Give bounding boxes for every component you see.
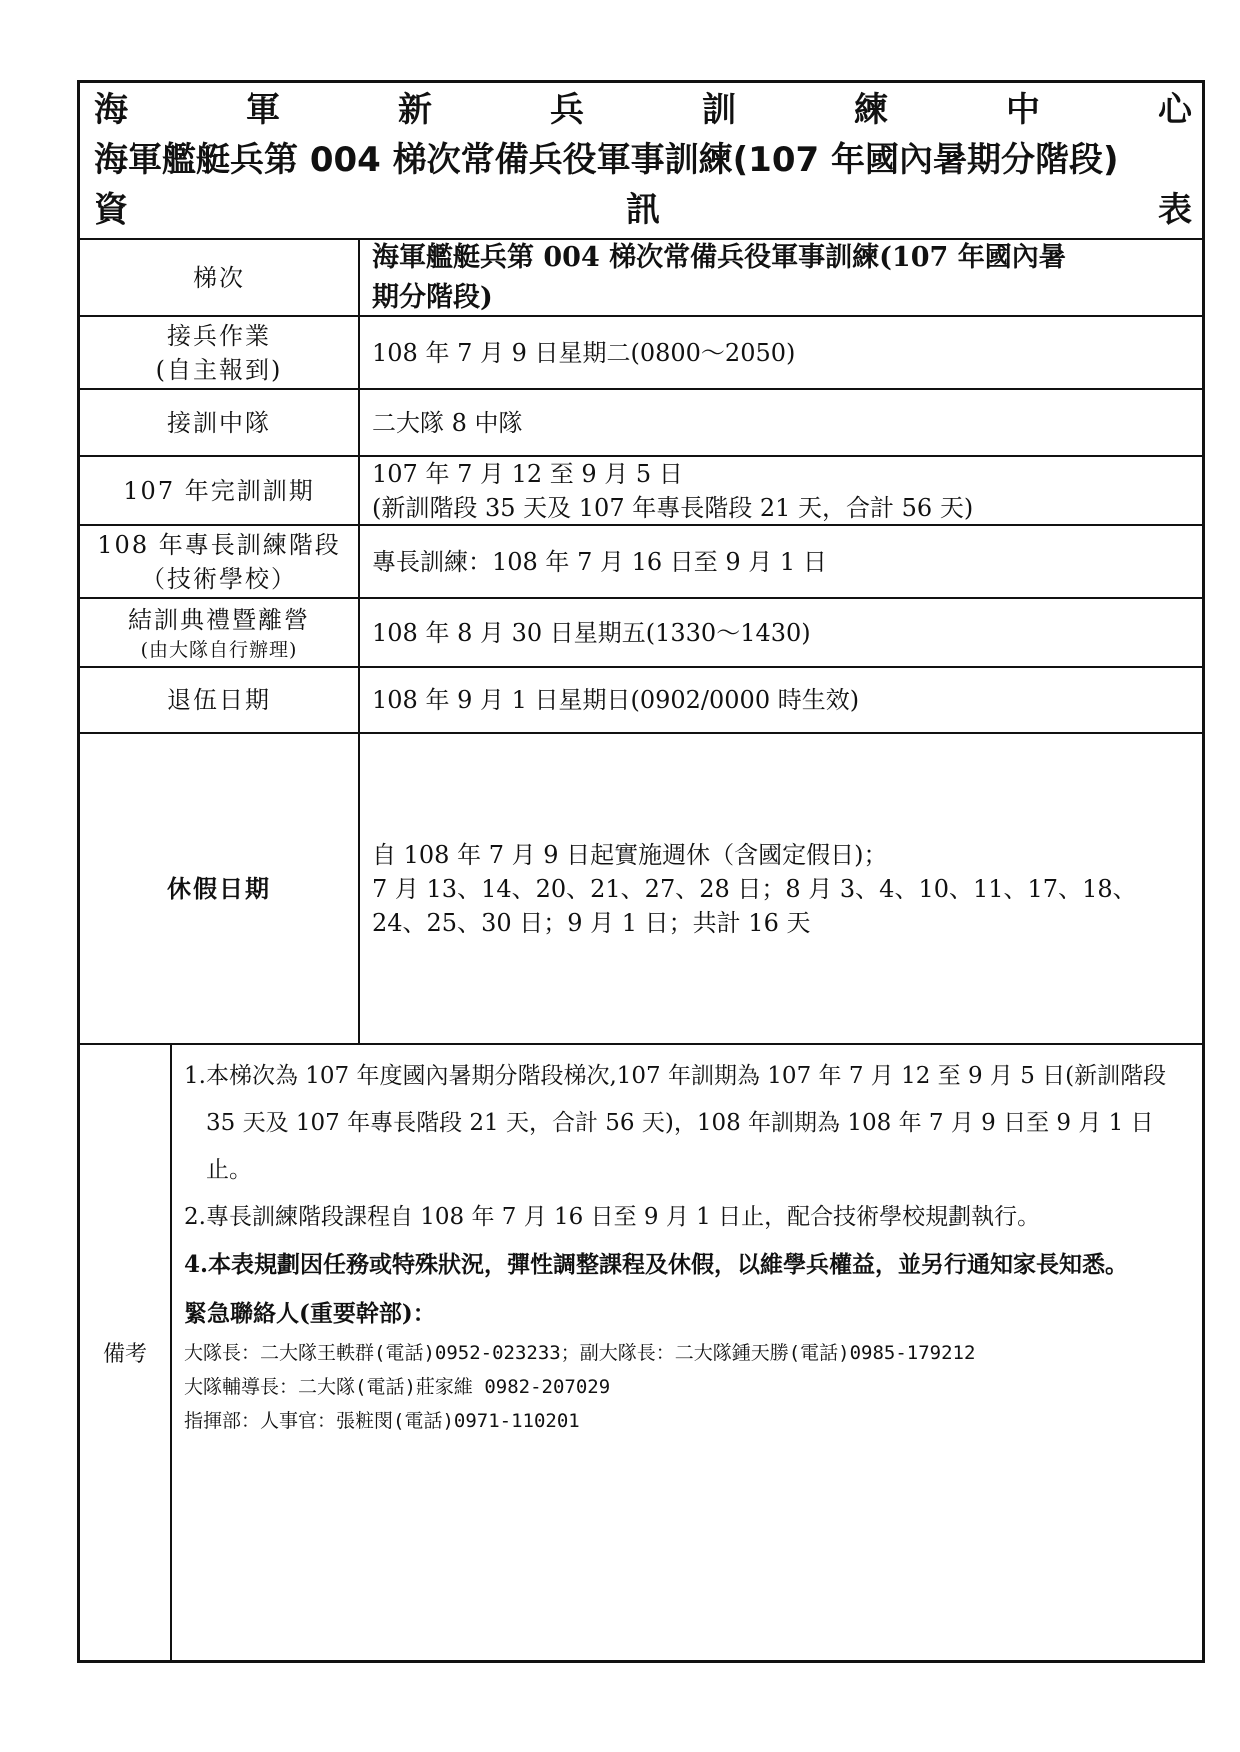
row-label <box>80 599 360 666</box>
row-leave <box>80 734 1202 1045</box>
row-value-line: 7 月 13、14、20、21、27、28 日；8 月 3、4、10、11、17、18、 <box>372 874 1137 903</box>
remark-item: 4.本表規劃因任務或特殊狀況，彈性調整課程及休假，以維學兵權益，並另行通知家長知悉。 <box>184 1251 1129 1278</box>
row-value <box>360 457 1202 524</box>
header-char: 訊 <box>626 190 660 230</box>
header-char: 心 <box>1158 90 1192 130</box>
row-label-text: 107 年完訓訓期 <box>123 476 315 505</box>
row-108-specialty <box>80 526 1202 599</box>
row-value-line: 二大隊 8 中隊 <box>372 408 523 437</box>
header-char: 兵 <box>550 90 584 130</box>
row-107-period <box>80 457 1202 526</box>
row-value-line: 專長訓練：108 年 7 月 16 日至 9 月 1 日 <box>372 547 827 576</box>
row-label <box>80 457 360 524</box>
row-value <box>360 240 1202 315</box>
contact-line: 指揮部：人事官：張粧閔(電話)0971-110201 <box>184 1410 580 1432</box>
remarks-body <box>184 1053 1192 1660</box>
row-reception <box>80 317 1202 390</box>
row-value-line: 24、25、30 日；9 月 1 日；共計 16 天 <box>372 908 811 937</box>
header-char: 新 <box>398 90 432 130</box>
row-label <box>80 240 360 315</box>
remarks-section <box>80 1045 1202 1660</box>
row-value <box>360 599 1202 666</box>
header-line-1 <box>94 87 1192 133</box>
contact-line: 大隊輔導長：二大隊(電話)莊家維 0982-207029 <box>184 1376 611 1398</box>
sheet-header <box>80 83 1202 240</box>
row-value-line: 108 年 8 月 30 日星期五(1330～1430) <box>372 618 811 647</box>
row-discharge <box>80 668 1202 734</box>
header-char: 訓 <box>702 90 736 130</box>
row-graduation <box>80 599 1202 668</box>
row-value-line: (新訓階段 35 天及 107 年專長階段 21 天，合計 56 天) <box>372 493 974 522</box>
row-batch <box>80 240 1202 317</box>
row-label-text: 退伍日期 <box>167 686 271 714</box>
row-value-line: 期分階段) <box>372 281 493 313</box>
row-label-text: 108 年專長訓練階段 <box>97 530 341 559</box>
row-value-line: 108 年 9 月 1 日星期日(0902/0000 時生效) <box>372 686 860 714</box>
row-value <box>360 390 1202 455</box>
row-value <box>360 668 1202 732</box>
header-char: 表 <box>1158 190 1192 230</box>
row-value <box>360 526 1202 597</box>
row-label-text: 梯次 <box>193 263 245 292</box>
row-label-sub: (自主報到) <box>155 355 283 384</box>
row-label-sub: （技術學校） <box>141 564 297 593</box>
row-label <box>80 390 360 455</box>
contact-line: 大隊長：二大隊王軼群(電話)0952-023233；副大隊長：二大隊鍾天勝(電話)0985-179212 <box>184 1342 976 1364</box>
row-value-line: 108 年 7 月 9 日星期二(0800～2050) <box>372 338 796 367</box>
row-value-line: 107 年 7 月 12 至 9 月 5 日 <box>372 459 683 488</box>
row-label-text: 接訓中隊 <box>167 408 271 437</box>
header-line-2: 海軍艦艇兵第 004 梯次常備兵役軍事訓練(107 年國內暑期分階段) <box>94 140 1119 180</box>
header-char: 資 <box>94 190 128 230</box>
row-label-text: 接兵作業 <box>167 321 271 350</box>
remark-item: 2.專長訓練階段課程自 108 年 7 月 16 日至 9 月 1 日止，配合技術學校規劃執行。 <box>184 1204 1041 1230</box>
remarks-label: 備考 <box>80 1045 172 1660</box>
header-line-3 <box>94 187 1192 233</box>
header-char: 中 <box>1006 90 1040 130</box>
row-label <box>80 526 360 597</box>
header-char: 海 <box>94 90 128 130</box>
row-label <box>80 317 360 388</box>
row-label <box>80 668 360 732</box>
row-value-line: 海軍艦艇兵第 004 梯次常備兵役軍事訓練(107 年國內暑 <box>372 241 1066 273</box>
emergency-contact-title: 緊急聯絡人(重要幹部)： <box>184 1300 436 1327</box>
row-value <box>360 734 1202 1043</box>
row-value <box>360 317 1202 388</box>
row-company <box>80 390 1202 457</box>
row-label-text: 結訓典禮暨離營 <box>128 605 310 634</box>
info-sheet <box>77 80 1205 1663</box>
header-char: 軍 <box>246 90 280 130</box>
remark-item: 1.本梯次為 107 年度國內暑期分階段梯次,107 年訓期為 107 年 7 月 12 至 9 月 5 日(新訓階段 35 天及 107 年專長階段 21 天，合計 56 天)，108 年訓期為 108 年 7 月 9 日至 9 月 1 日止。 <box>184 1063 1167 1183</box>
header-char: 練 <box>854 90 888 130</box>
row-label-text: 休假日期 <box>167 873 271 903</box>
row-label <box>80 734 360 1043</box>
row-label-sub: (由大隊自行辦理) <box>140 638 298 661</box>
row-value-line: 自 108 年 7 月 9 日起實施週休（含國定假日)； <box>372 840 888 869</box>
